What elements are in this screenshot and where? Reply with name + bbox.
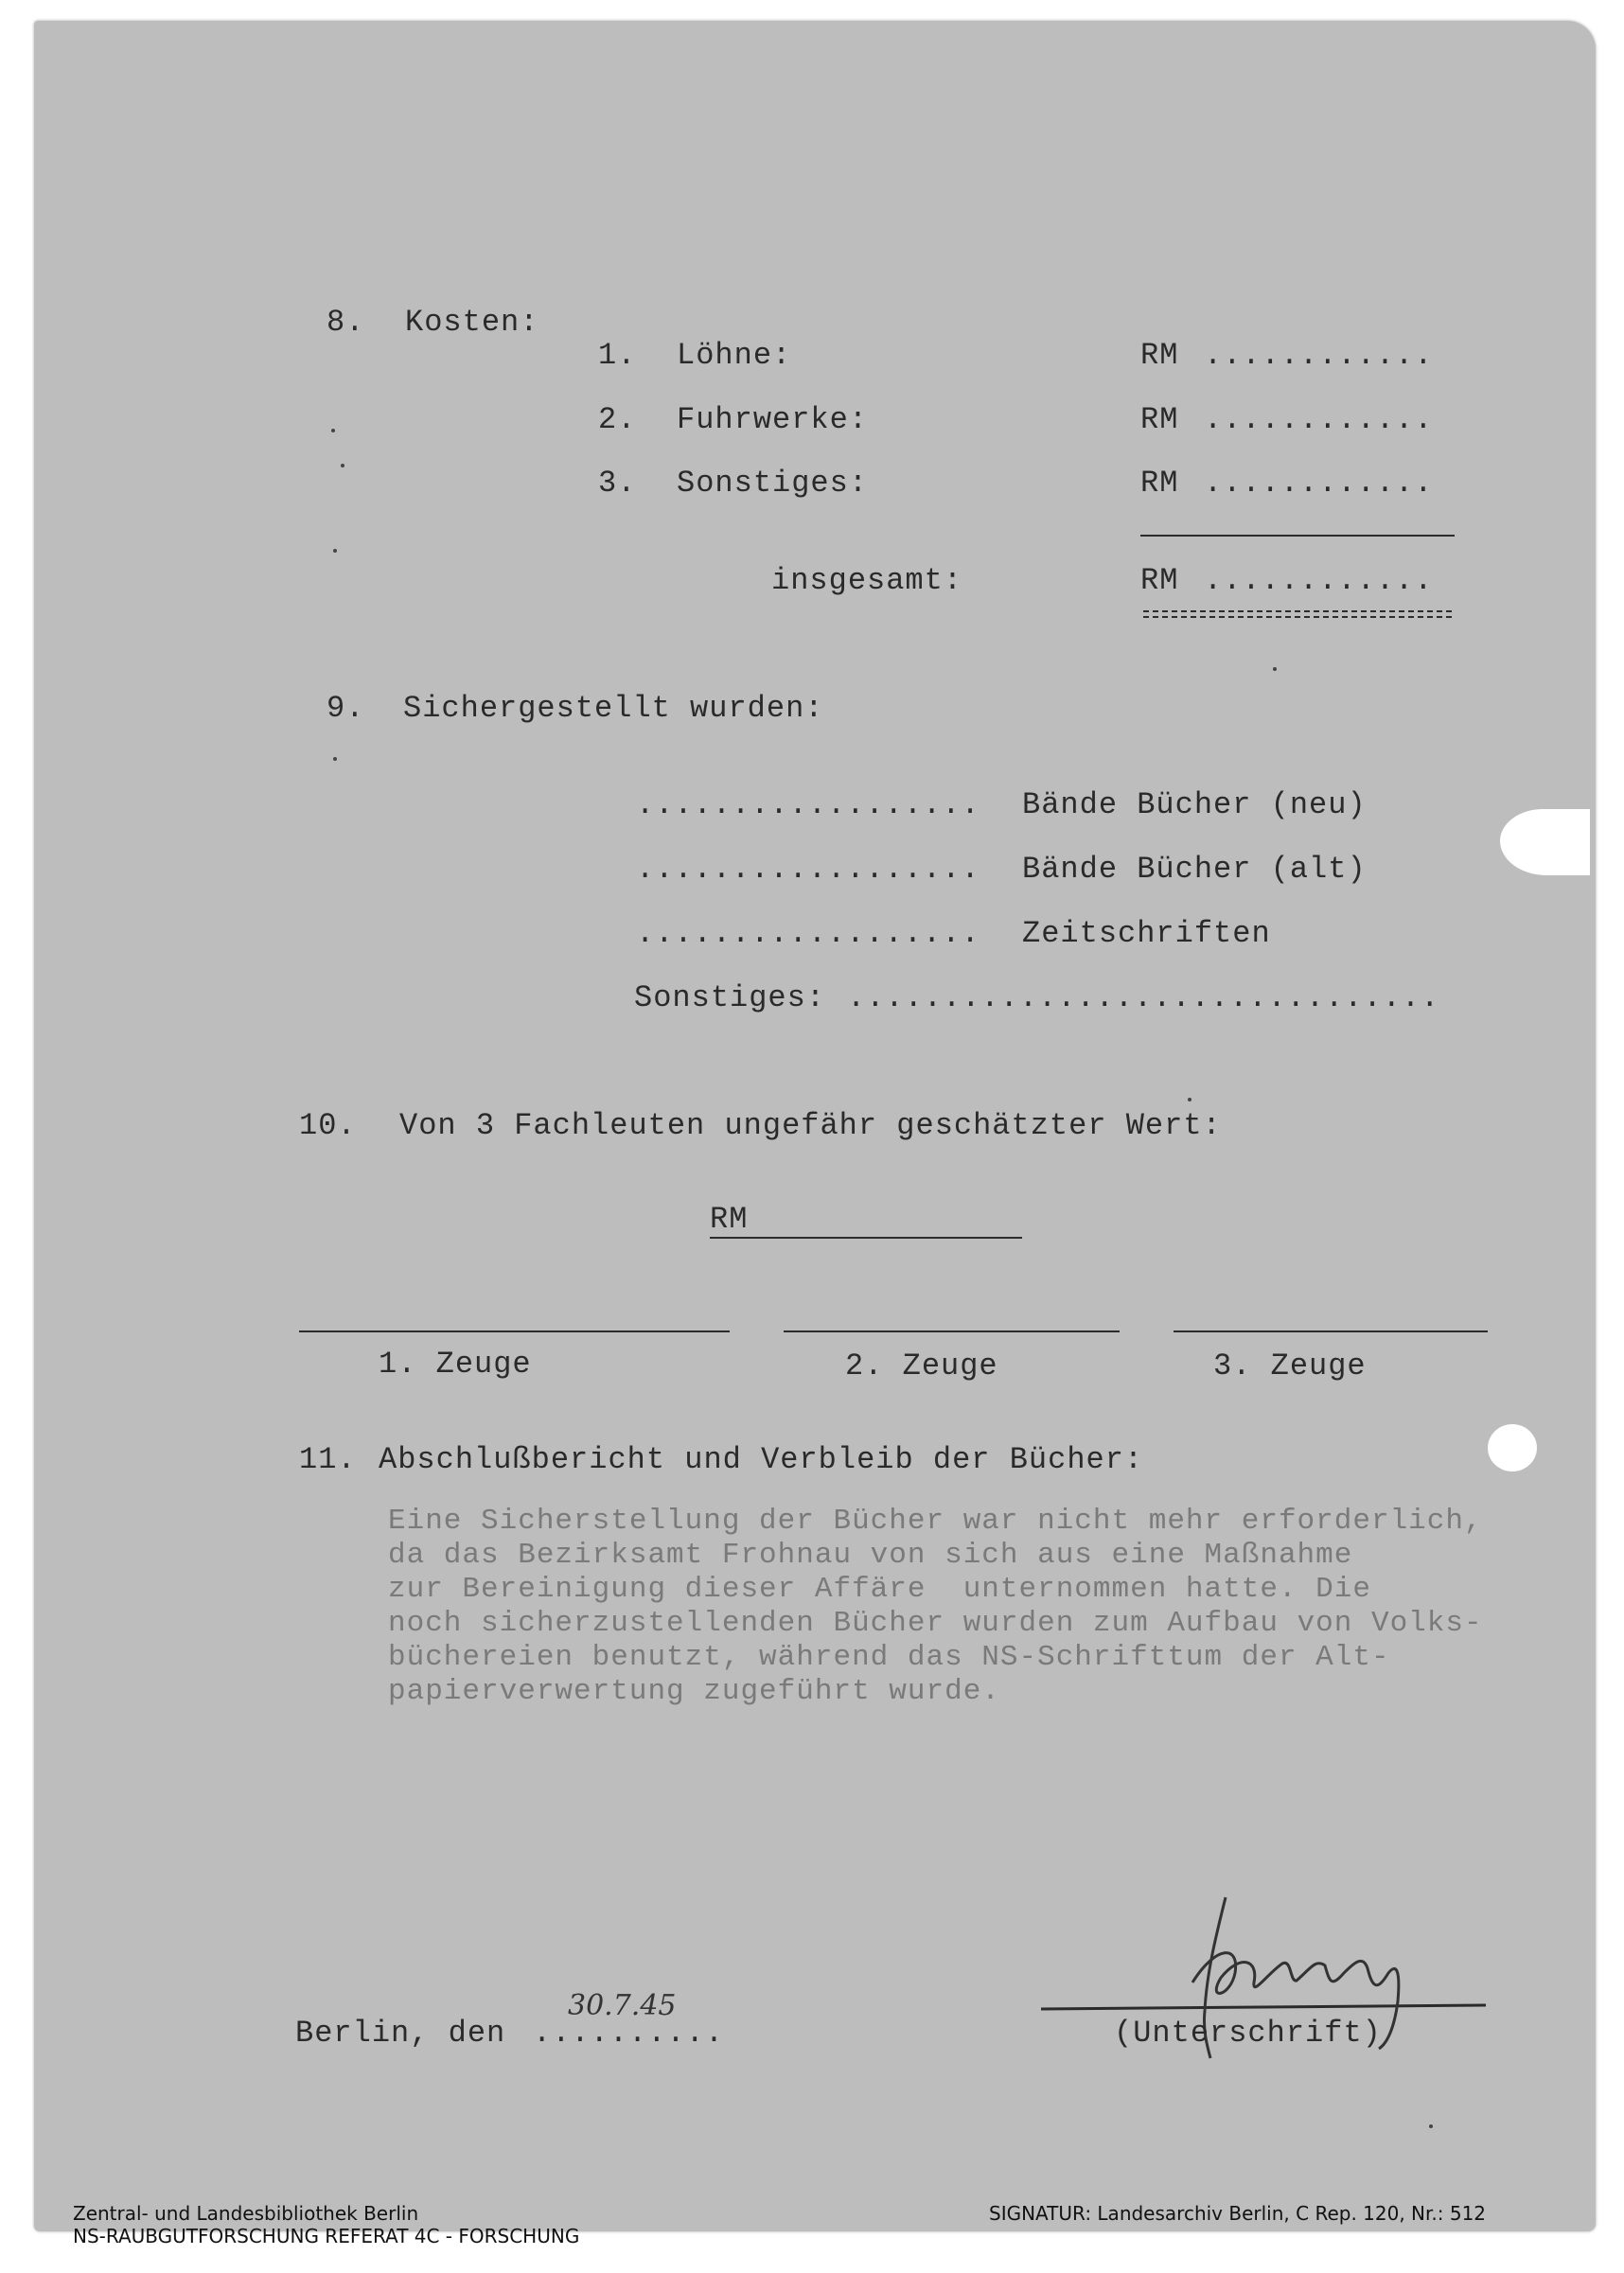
cost-item-number: 2.: [598, 402, 637, 437]
section-10-number: 10.: [299, 1108, 357, 1143]
section-11-title: Abschlußbericht und Verbleib der Bücher:: [379, 1442, 1144, 1477]
date-dots: ..........: [533, 2016, 725, 2051]
cost-item-dots: ............: [1204, 338, 1434, 373]
secured-label: Zeitschriften: [1022, 916, 1271, 951]
witness-label: 1. Zeuge: [379, 1347, 532, 1382]
report-text-line: papierverwertung zugeführt wurde.: [388, 1675, 1000, 1708]
paper-speck: [1188, 1098, 1192, 1101]
paper-speck: [331, 429, 335, 432]
witness-signature-line: [1174, 1330, 1488, 1332]
total-dots: ............: [1204, 563, 1434, 598]
secured-dots: ..................: [636, 916, 980, 951]
section-9-title: Sichergestellt wurden:: [403, 691, 824, 726]
cost-item-currency: RM: [1140, 466, 1179, 501]
section-10-title: Von 3 Fachleuten ungefähr geschätzter Wert:: [399, 1108, 1222, 1143]
cost-item-number: 1.: [598, 338, 637, 373]
subtotal-rule: [1140, 535, 1455, 537]
paper-speck: [341, 464, 344, 467]
secured-label: Bände Bücher (alt): [1022, 852, 1367, 887]
value-currency: RM: [710, 1202, 749, 1237]
cost-item-label: Löhne:: [677, 338, 792, 373]
paper-speck: [1429, 2124, 1433, 2128]
section-11-number: 11.: [299, 1442, 357, 1477]
footer-signature-reference: SIGNATUR: Landesarchiv Berlin, C Rep. 120, Nr.: 512: [989, 2202, 1487, 2225]
value-line: [710, 1237, 1022, 1239]
place-date-label: Berlin, den: [295, 2016, 506, 2051]
footer-library-name: Zentral- und Landesbibliothek Berlin: [73, 2202, 419, 2225]
section-9-number: 9.: [327, 691, 365, 726]
secured-label: Bände Bücher (neu): [1022, 787, 1367, 822]
report-text-line: zur Bereinigung dieser Affäre unternommen hatte. Die: [388, 1573, 1371, 1606]
cost-item-dots: ............: [1204, 466, 1434, 501]
secured-other-dots: ...............................: [847, 980, 1440, 1015]
cost-item-number: 3.: [598, 466, 637, 501]
witness-signature-line: [784, 1330, 1120, 1332]
total-currency: RM: [1140, 563, 1179, 598]
cost-item-currency: RM: [1140, 402, 1179, 437]
secured-other-label: Sonstiges:: [634, 980, 826, 1015]
total-double-rule: [1143, 610, 1452, 618]
witness-label: 3. Zeuge: [1213, 1348, 1367, 1383]
paper-speck: [333, 549, 337, 553]
cost-item-currency: RM: [1140, 338, 1179, 373]
signature-label: (Unterschrift): [1114, 2016, 1382, 2051]
section-8-title: Kosten:: [405, 305, 539, 340]
cost-item-label: Fuhrwerke:: [677, 402, 869, 437]
cost-item-dots: ............: [1204, 402, 1434, 437]
secured-dots: ..................: [636, 787, 980, 822]
paper-speck: [1273, 667, 1277, 671]
handwritten-date: 30.7.45: [568, 1989, 677, 2022]
punch-hole: [1488, 1424, 1537, 1471]
section-8-number: 8.: [327, 305, 365, 340]
secured-dots: ..................: [636, 852, 980, 887]
witness-label: 2. Zeuge: [845, 1348, 998, 1383]
witness-signature-line: [299, 1330, 730, 1332]
torn-edge: [1500, 809, 1590, 875]
report-text-line: büchereien benutzt, während das NS-Schrifttum der Alt-: [388, 1641, 1390, 1674]
cost-item-label: Sonstiges:: [677, 466, 869, 501]
total-label: insgesamt:: [771, 563, 963, 598]
footer-department: NS-RAUBGUTFORSCHUNG REFERAT 4C - FORSCHUNG: [73, 2225, 580, 2247]
report-text-line: noch sicherzustellenden Bücher wurden zum Aufbau von Volks-: [388, 1607, 1483, 1640]
report-text-line: da das Bezirksamt Frohnau von sich aus eine Maßnahme: [388, 1539, 1353, 1572]
paper-speck: [333, 757, 337, 761]
report-text-line: Eine Sicherstellung der Bücher war nicht mehr erforderlich,: [388, 1505, 1483, 1538]
